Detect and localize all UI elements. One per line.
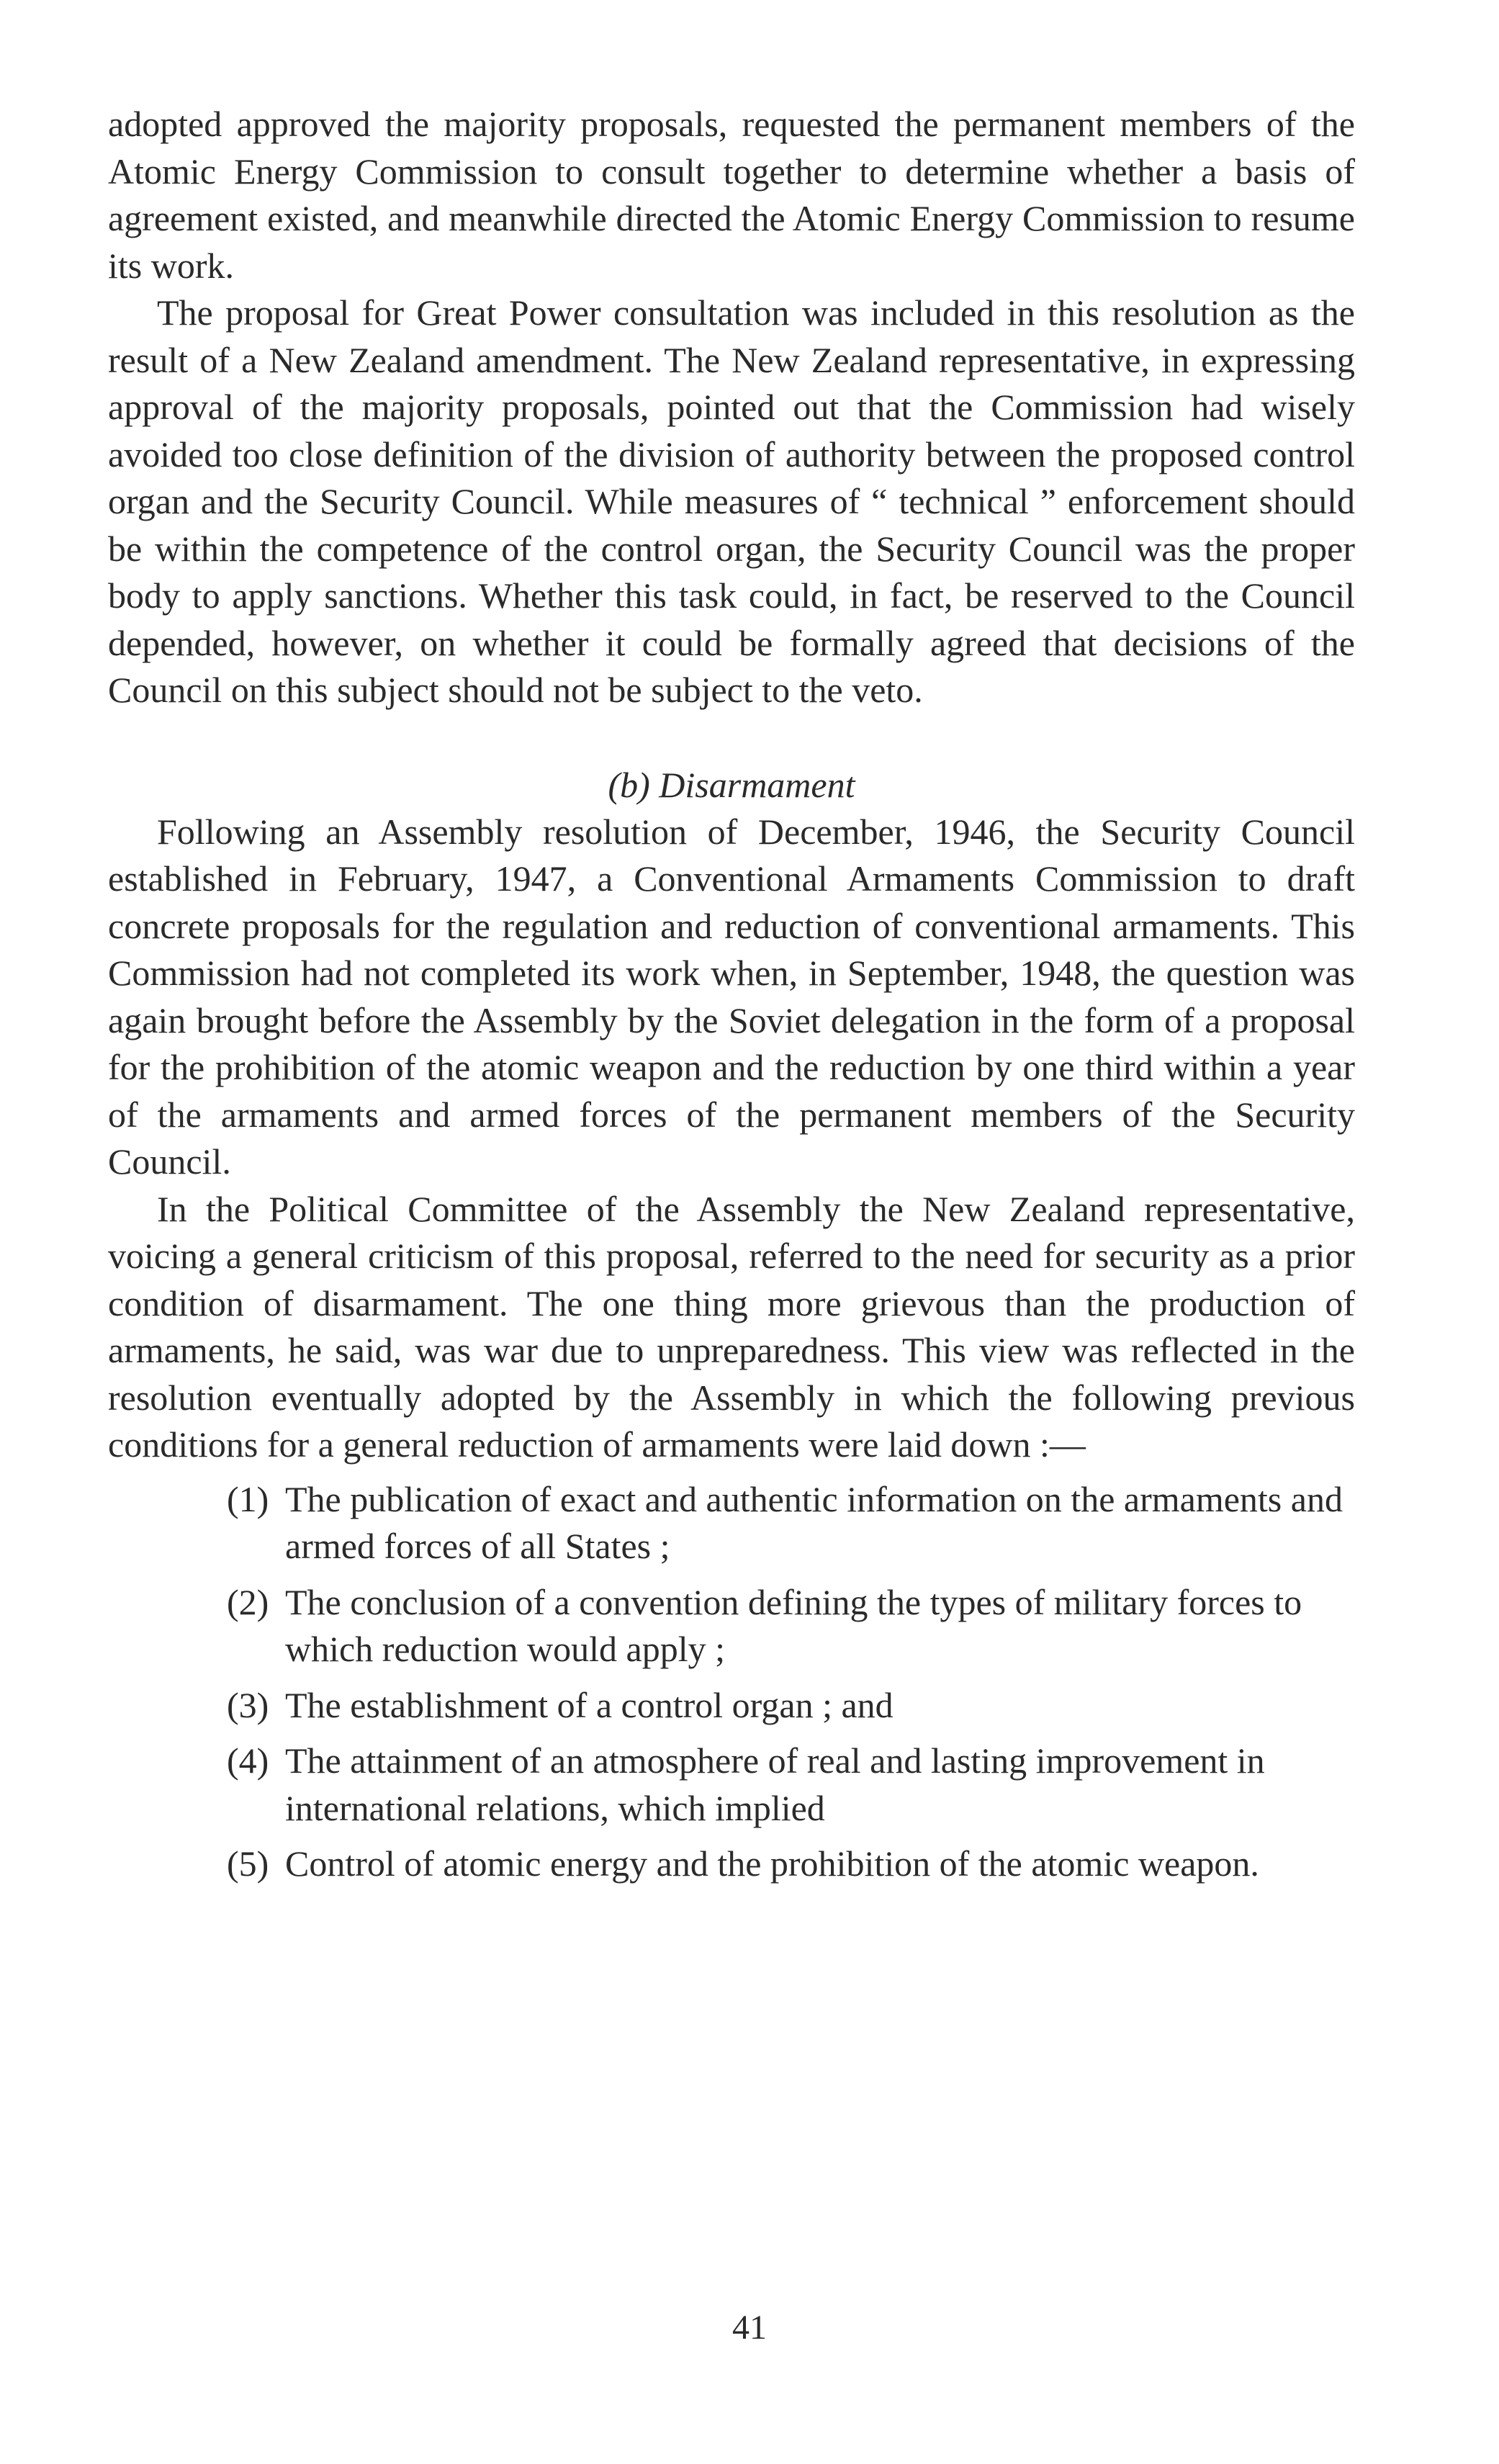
list-item bbox=[108, 1579, 1355, 1673]
section-heading-disarmament bbox=[108, 762, 1355, 809]
list-item-number: (4) bbox=[227, 1740, 269, 1781]
list-item bbox=[108, 1476, 1355, 1570]
list-item-number: (3) bbox=[227, 1684, 269, 1725]
section-heading-text: (b) Disarmament bbox=[608, 764, 855, 805]
page-number: 41 bbox=[732, 2308, 767, 2347]
list-item bbox=[108, 1737, 1355, 1832]
list-item bbox=[108, 1682, 1355, 1730]
list-item-text: The establishment of a control organ ; and bbox=[285, 1684, 893, 1725]
list-item-number: (5) bbox=[227, 1843, 269, 1884]
conditions-list bbox=[108, 1476, 1355, 1888]
list-item-number: (1) bbox=[227, 1478, 269, 1519]
list-item-text: Control of atomic energy and the prohibition of the atomic weapon. bbox=[285, 1843, 1259, 1884]
list-item-number: (2) bbox=[227, 1581, 269, 1622]
list-item bbox=[108, 1840, 1355, 1888]
paragraph-atomic-commission-continued: adopted approved the majority proposals, requested the permanent members of the Atomic Energy Commission to consult together to determine whether a basis of agreement existed, and meanwhile directed the Atomic Energy Commission to resume its work. bbox=[108, 104, 1355, 286]
list-item-text: The attainment of an atmosphere of real and lasting improvement in international relations, which implied bbox=[285, 1740, 1265, 1828]
paragraph-political-committee: In the Political Committee of the Assembly the New Zealand representative, voicing a general criticism of this proposal, referred to the need for security as a prior condition of disarmament. The one thing more grievous than the production of armaments, he said, was war due to unpreparedness. This view was reflected in the resolution eventually adopted by the Assembly in which the following previous conditions for a general reduction of armaments were laid down :— bbox=[108, 1188, 1355, 1465]
document-page bbox=[108, 101, 1355, 1897]
paragraph-conventional-armaments: Following an Assembly resolution of December, 1946, the Security Council established in February, 1947, a Conventional Armaments Commission to draft concrete proposals for the regulation and reduction of conventional armaments. This Commission had not completed its work when, in September, 1948, the question was again brought before the Assembly by the Soviet delegation in the form of a proposal for the prohibition of the atomic weapon and the reduction by one third within a year of the armaments and armed forces of the permanent members of the Security Council. bbox=[108, 811, 1355, 1182]
paragraph-great-power-consultation: The proposal for Great Power consultation was included in this resolution as the result of a New Zealand amendment. The New Zealand representative, in expressing approval of the majority proposals, pointed out that the Commission had wisely avoided too close definition of the division of authority between the proposed control organ and the Security Council. While measures of “ technical ” enforcement should be within the competence of the control organ, the Security Council was the proper body to apply sanctions. Whether this task could, in fact, be reserved to the Council depended, however, on whether it could be formally agreed that decisions of the Council on this subject should not be subject to the veto. bbox=[108, 292, 1355, 710]
list-item-text: The publication of exact and authentic information on the armaments and armed forces of all States ; bbox=[285, 1478, 1343, 1566]
list-item-text: The conclusion of a convention defining the types of military forces to which reduction would apply ; bbox=[285, 1581, 1302, 1669]
